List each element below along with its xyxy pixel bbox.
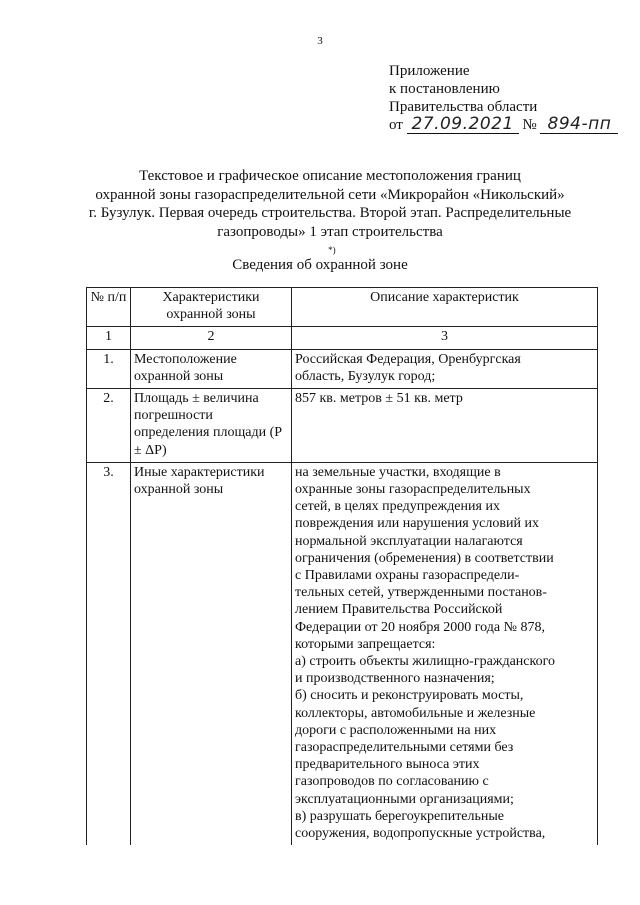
table-row [87, 462, 598, 845]
description-line: сетей, в целях предупреждения их [295, 499, 500, 515]
number-prefix: № [522, 117, 537, 133]
description-line: с Правилами охраны газораспредели- [295, 568, 520, 584]
index-cell: 3 [292, 327, 598, 349]
appendix-line: к постановлению [389, 81, 500, 97]
description-line: нормальной эксплуатации налагаются [295, 533, 523, 549]
title-line: Текстовое и графическое описание местоположения границ [139, 168, 521, 184]
description-line: дороги с расположенными на них [295, 722, 497, 738]
handwritten-date: 27.09.2021 [411, 114, 514, 134]
description-line: Российская Федерация, Оренбургская [295, 351, 521, 367]
row-characteristic: Площадь ± величина погрешности определения площади (Р ± ΔР) [131, 389, 292, 463]
description-line: газопроводов по согласованию с [295, 774, 489, 790]
description-line: в) разрушать берегоукрепительные [295, 808, 505, 824]
footnote-mark: *) [328, 245, 336, 255]
description-line: предварительного выноса этих [295, 757, 480, 773]
header-num: № п/п [87, 288, 131, 327]
date-prefix: от [389, 117, 403, 133]
section-title: Сведения об охранной зоне [232, 257, 408, 273]
table-index-row [87, 327, 598, 349]
page-number: 3 [317, 35, 323, 47]
document-title [80, 167, 580, 265]
description-line: которыми запрещается: [295, 636, 436, 652]
description-line: сооружения, водопропускные устройства, [295, 826, 546, 842]
description-line: коллекторы, автомобильные и железные [295, 705, 536, 721]
appendix-line: Правительства области [389, 99, 538, 115]
appendix-block [389, 62, 618, 134]
header-characteristic: Характеристики охранной зоны [131, 288, 292, 327]
number-field [540, 116, 618, 134]
description-line: повреждения или нарушения условий их [295, 516, 539, 532]
title-line: газопроводы» 1 этап строительства [217, 223, 443, 240]
description-line: лением Правительства Российской [295, 602, 503, 618]
appendix-line: Приложение [389, 63, 470, 79]
description-line: охранные зоны газораспределительных [295, 482, 531, 498]
title-line: охранной зоны газораспределительной сети «Микрорайон «Никольский» [95, 186, 565, 203]
description-line: 857 кв. метров ± 51 кв. метр [295, 391, 463, 407]
table-row [87, 349, 598, 388]
description-line: Федерации от 20 ноября 2000 года № 878, [295, 619, 545, 635]
description-line: область, Бузулук город; [295, 368, 436, 384]
description-line: эксплуатационными организациями; [295, 791, 514, 807]
row-description [292, 389, 598, 463]
protection-zone-table [86, 287, 598, 845]
row-number: 3. [87, 462, 131, 845]
description-line: газораспределительными сетями без [295, 740, 514, 756]
row-description [292, 462, 598, 845]
description-line: тельных сетей, утвержденными постанов- [295, 585, 547, 601]
row-characteristic: Местоположение охранной зоны [131, 349, 292, 388]
row-description [292, 349, 598, 388]
handwritten-number: 894-пп [547, 114, 612, 134]
row-number: 2. [87, 389, 131, 463]
description-line: а) строить объекты жилищно-гражданского [295, 654, 555, 670]
description-line: б) сносить и реконструировать мосты, [295, 688, 524, 704]
row-number: 1. [87, 349, 131, 388]
title-line: г. Бузулук. Первая очередь строительства. Второй этап. Распределительные [88, 205, 572, 221]
appendix-date-number-line [389, 116, 618, 134]
index-cell: 1 [87, 327, 131, 349]
index-cell: 2 [131, 327, 292, 349]
table-header-row [87, 288, 598, 327]
description-line: и производственного назначения; [295, 671, 495, 687]
row-characteristic: Иные характеристики охранной зоны [131, 462, 292, 845]
date-field [407, 116, 519, 134]
header-description: Описание характеристик [292, 288, 598, 327]
description-line: на земельные участки, входящие в [295, 464, 501, 480]
table-row [87, 389, 598, 463]
description-line: ограничения (обременения) в соответствии [295, 550, 554, 566]
